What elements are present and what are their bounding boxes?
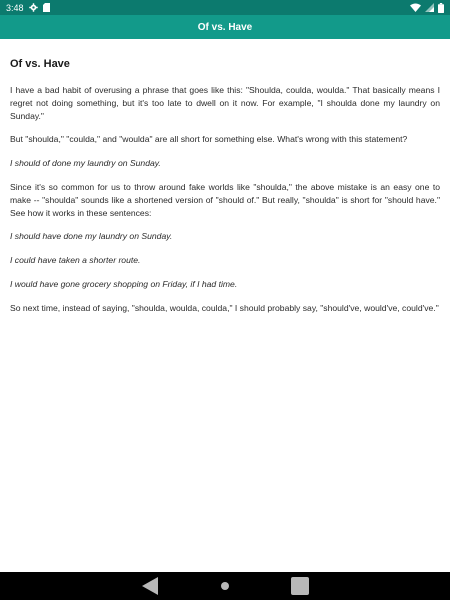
article-heading: Of vs. Have [10,58,70,70]
status-right [410,3,444,13]
app-bar-title: Of vs. Have [197,21,253,33]
article-paragraph: So next time, instead of saying, "shoulda, woulda, coulda," I should probably say, "should've, would've, could've." [10,302,439,313]
example-sentence: I would have gone grocery shopping on Friday, if I had time. [10,278,238,289]
gear-icon [29,3,38,12]
example-sentence: I should have done my laundry on Sunday. [10,231,173,242]
sd-card-icon [43,3,50,12]
article-paragraph: But "shoulda," "coulda," and "woulda" are all short for something else. What's wrong with this statement? [10,134,408,145]
home-icon[interactable] [221,582,229,590]
status-left [6,3,50,13]
example-sentence: I should of done my laundry on Sunday. [10,158,161,169]
wifi-icon [410,3,421,12]
status-bar [0,0,450,15]
navigation-bar [0,572,450,600]
example-sentence: I could have taken a shorter route. [10,255,141,266]
article-paragraph: I have a bad habit of overusing a phrase that goes like this: "Shoulda, coulda, woulda." That basically means I regret not doing something, but it's too late to dwell on it now. For example, "I shoulda done my laundry on Sunday." [10,85,440,121]
article-paragraph: Since it's so common for us to throw around fake worlds like "shoulda," the above mistake is an easy one to make -- "shoulda" sounds like a shortened version of "should of." But really, "shoulda" is short for "should have." See how it works in these sentences: [10,181,440,218]
battery-icon [438,3,444,13]
back-icon[interactable] [141,577,159,595]
recents-icon[interactable] [291,577,309,595]
article [10,58,440,326]
status-time: 3:48 [6,2,24,13]
app-bar [0,15,450,39]
cell-signal-icon [425,3,434,12]
